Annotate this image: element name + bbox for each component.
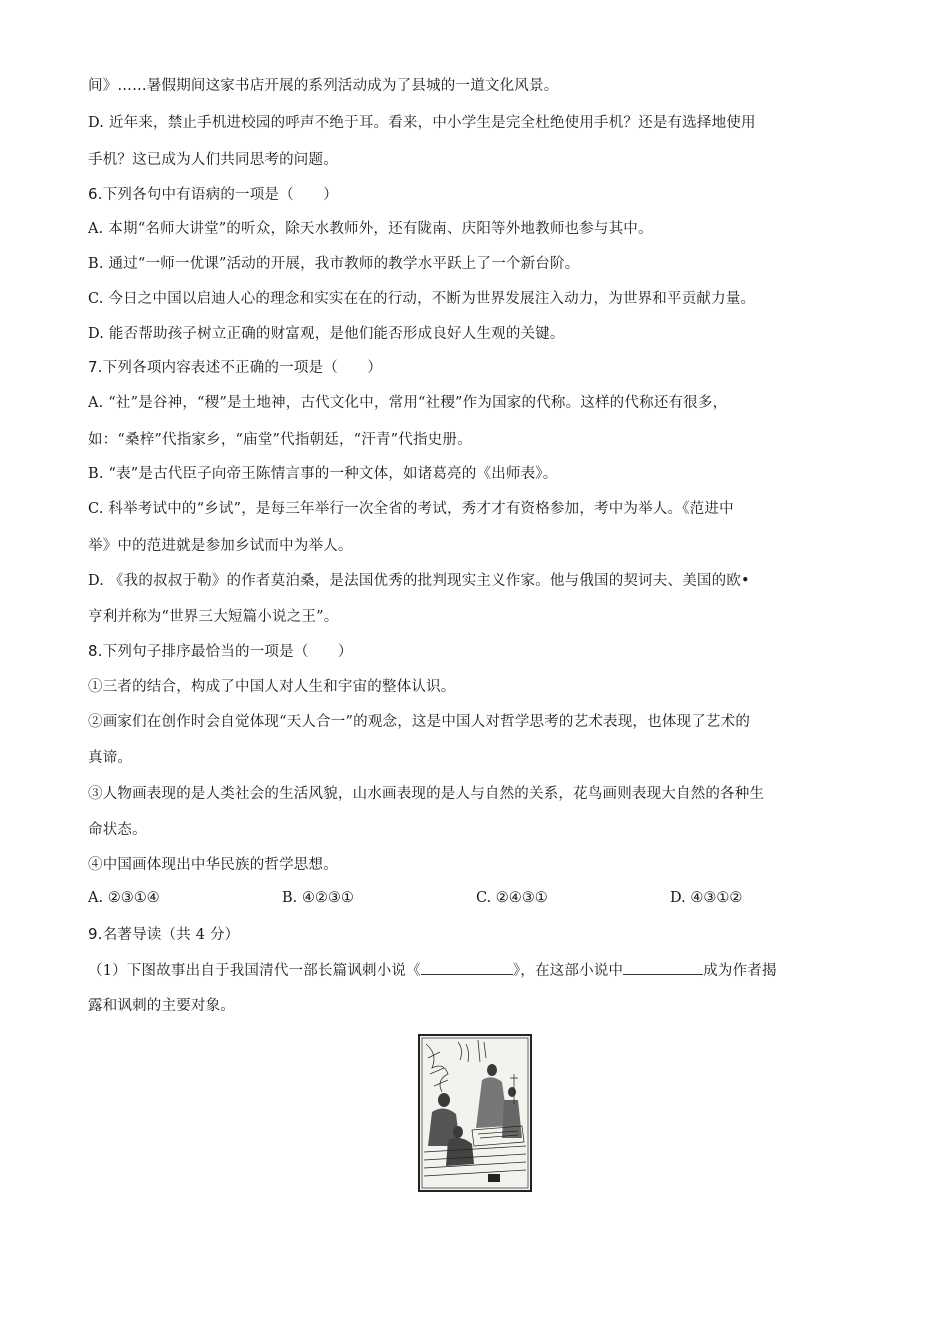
- question-9-stem: [88, 924, 862, 945]
- question-7-stem: [88, 357, 862, 378]
- question-6-option-a: A. 本期“名师大讲堂”的听众，除天水教师外，还有陇南、庆阳等外地教师也参与其中。: [88, 221, 653, 237]
- question-7-option-c-cont: 举》中的范进就是参加乡试而中为举人。: [88, 538, 353, 554]
- question-7-option-d-cont: 亨利并称为“世界三大短篇小说之王”。: [88, 609, 339, 625]
- question-6-stem: [88, 184, 862, 205]
- question-text: 下列各句中有语病的一项是（ ）: [102, 187, 338, 203]
- option-d: D. ④③①②: [670, 890, 743, 906]
- text-line: 手机？这已成为人们共同思考的问题。: [88, 152, 338, 168]
- question-number: 9.: [88, 925, 103, 943]
- sentence-2-cont: 真谛。: [88, 750, 133, 766]
- sentence-1: ①三者的结合，构成了中国人对人生和宇宙的整体认识。: [88, 679, 456, 695]
- question-7-option-d: D. 《我的叔叔于勒》的作者莫泊桑，是法国优秀的批判现实主义作家。他与俄国的契诃夫、美国的欧•: [88, 573, 750, 589]
- question-9-part-1-cont: 露和讽刺的主要对象。: [88, 998, 235, 1014]
- question-8-stem: [88, 641, 862, 662]
- sentence-3-cont: 命状态。: [88, 822, 147, 838]
- sentence-2: ②画家们在创作时会自觉体现“天人合一”的观念，这是中国人对哲学思考的艺术表现，也体现了艺术的: [88, 714, 751, 730]
- prompt-text: （1）下图故事出自于我国清代一部长篇讽刺小说《: [88, 963, 421, 979]
- option-b: B. ④②③①: [282, 890, 354, 906]
- option-c: C. ②④③①: [476, 890, 548, 906]
- question-7-option-b: B. “表”是古代臣子向帝王陈情言事的一种文体，如诸葛亮的《出师表》。: [88, 466, 558, 482]
- question-9-part-1: [88, 960, 862, 981]
- answer-blank-target[interactable]: [623, 960, 703, 975]
- prompt-text: 成为作者揭: [703, 963, 777, 979]
- question-number: 6.: [88, 185, 103, 203]
- question-number: 8.: [88, 642, 103, 660]
- question-7-option-c: C. 科举考试中的“乡试”，是每三年举行一次全省的考试，秀才才有资格参加，考中为举人。《范进中: [88, 501, 734, 517]
- sentence-3: ③人物画表现的是人类社会的生活风貌，山水画表现的是人与自然的关系，花鸟画则表现大自然的各种生: [88, 786, 765, 802]
- question-7-option-a-cont: 如：“桑梓”代指家乡，“庙堂”代指朝廷，“汗青”代指史册。: [88, 432, 472, 448]
- question-text: 下列各项内容表述不正确的一项是（ ）: [102, 360, 383, 376]
- question-6-option-c: C. 今日之中国以启迪人心的理念和实实在在的行动，不断为世界发展注入动力，为世界和平贡献力量。: [88, 291, 756, 307]
- question-7-option-a: A. “社”是谷神，“稷”是土地神，古代文化中，常用“社稷”作为国家的代称。这样的代称还有很多，: [88, 395, 728, 411]
- sentence-4: ④中国画体现出中华民族的哲学思想。: [88, 857, 338, 873]
- question-text: 下列句子排序最恰当的一项是（ ）: [102, 644, 353, 660]
- question-number: 7.: [88, 358, 103, 376]
- question-8-options: [88, 888, 868, 908]
- question-6-option-d: D. 能否帮助孩子树立正确的财富观，是他们能否形成良好人生观的关键。: [88, 326, 565, 342]
- question-6-option-b: B. 通过“一师一优课”活动的开展，我市教师的教学水平跃上了一个新台阶。: [88, 256, 580, 272]
- text-line: 间》……暑假期间这家书店开展的系列活动成为了县城的一道文化风景。: [88, 78, 559, 94]
- text-line: D. 近年来，禁止手机进校园的呼声不绝于耳。看来，中小学生是完全杜绝使用手机？还是有选择地使用: [88, 115, 756, 131]
- story-illustration: [418, 1034, 532, 1192]
- option-a: A. ②③①④: [88, 890, 160, 906]
- answer-blank-book-title[interactable]: [421, 960, 513, 975]
- question-text: 名著导读（共 4 分）: [102, 927, 240, 943]
- prompt-text: 》，在这部小说中: [512, 963, 624, 979]
